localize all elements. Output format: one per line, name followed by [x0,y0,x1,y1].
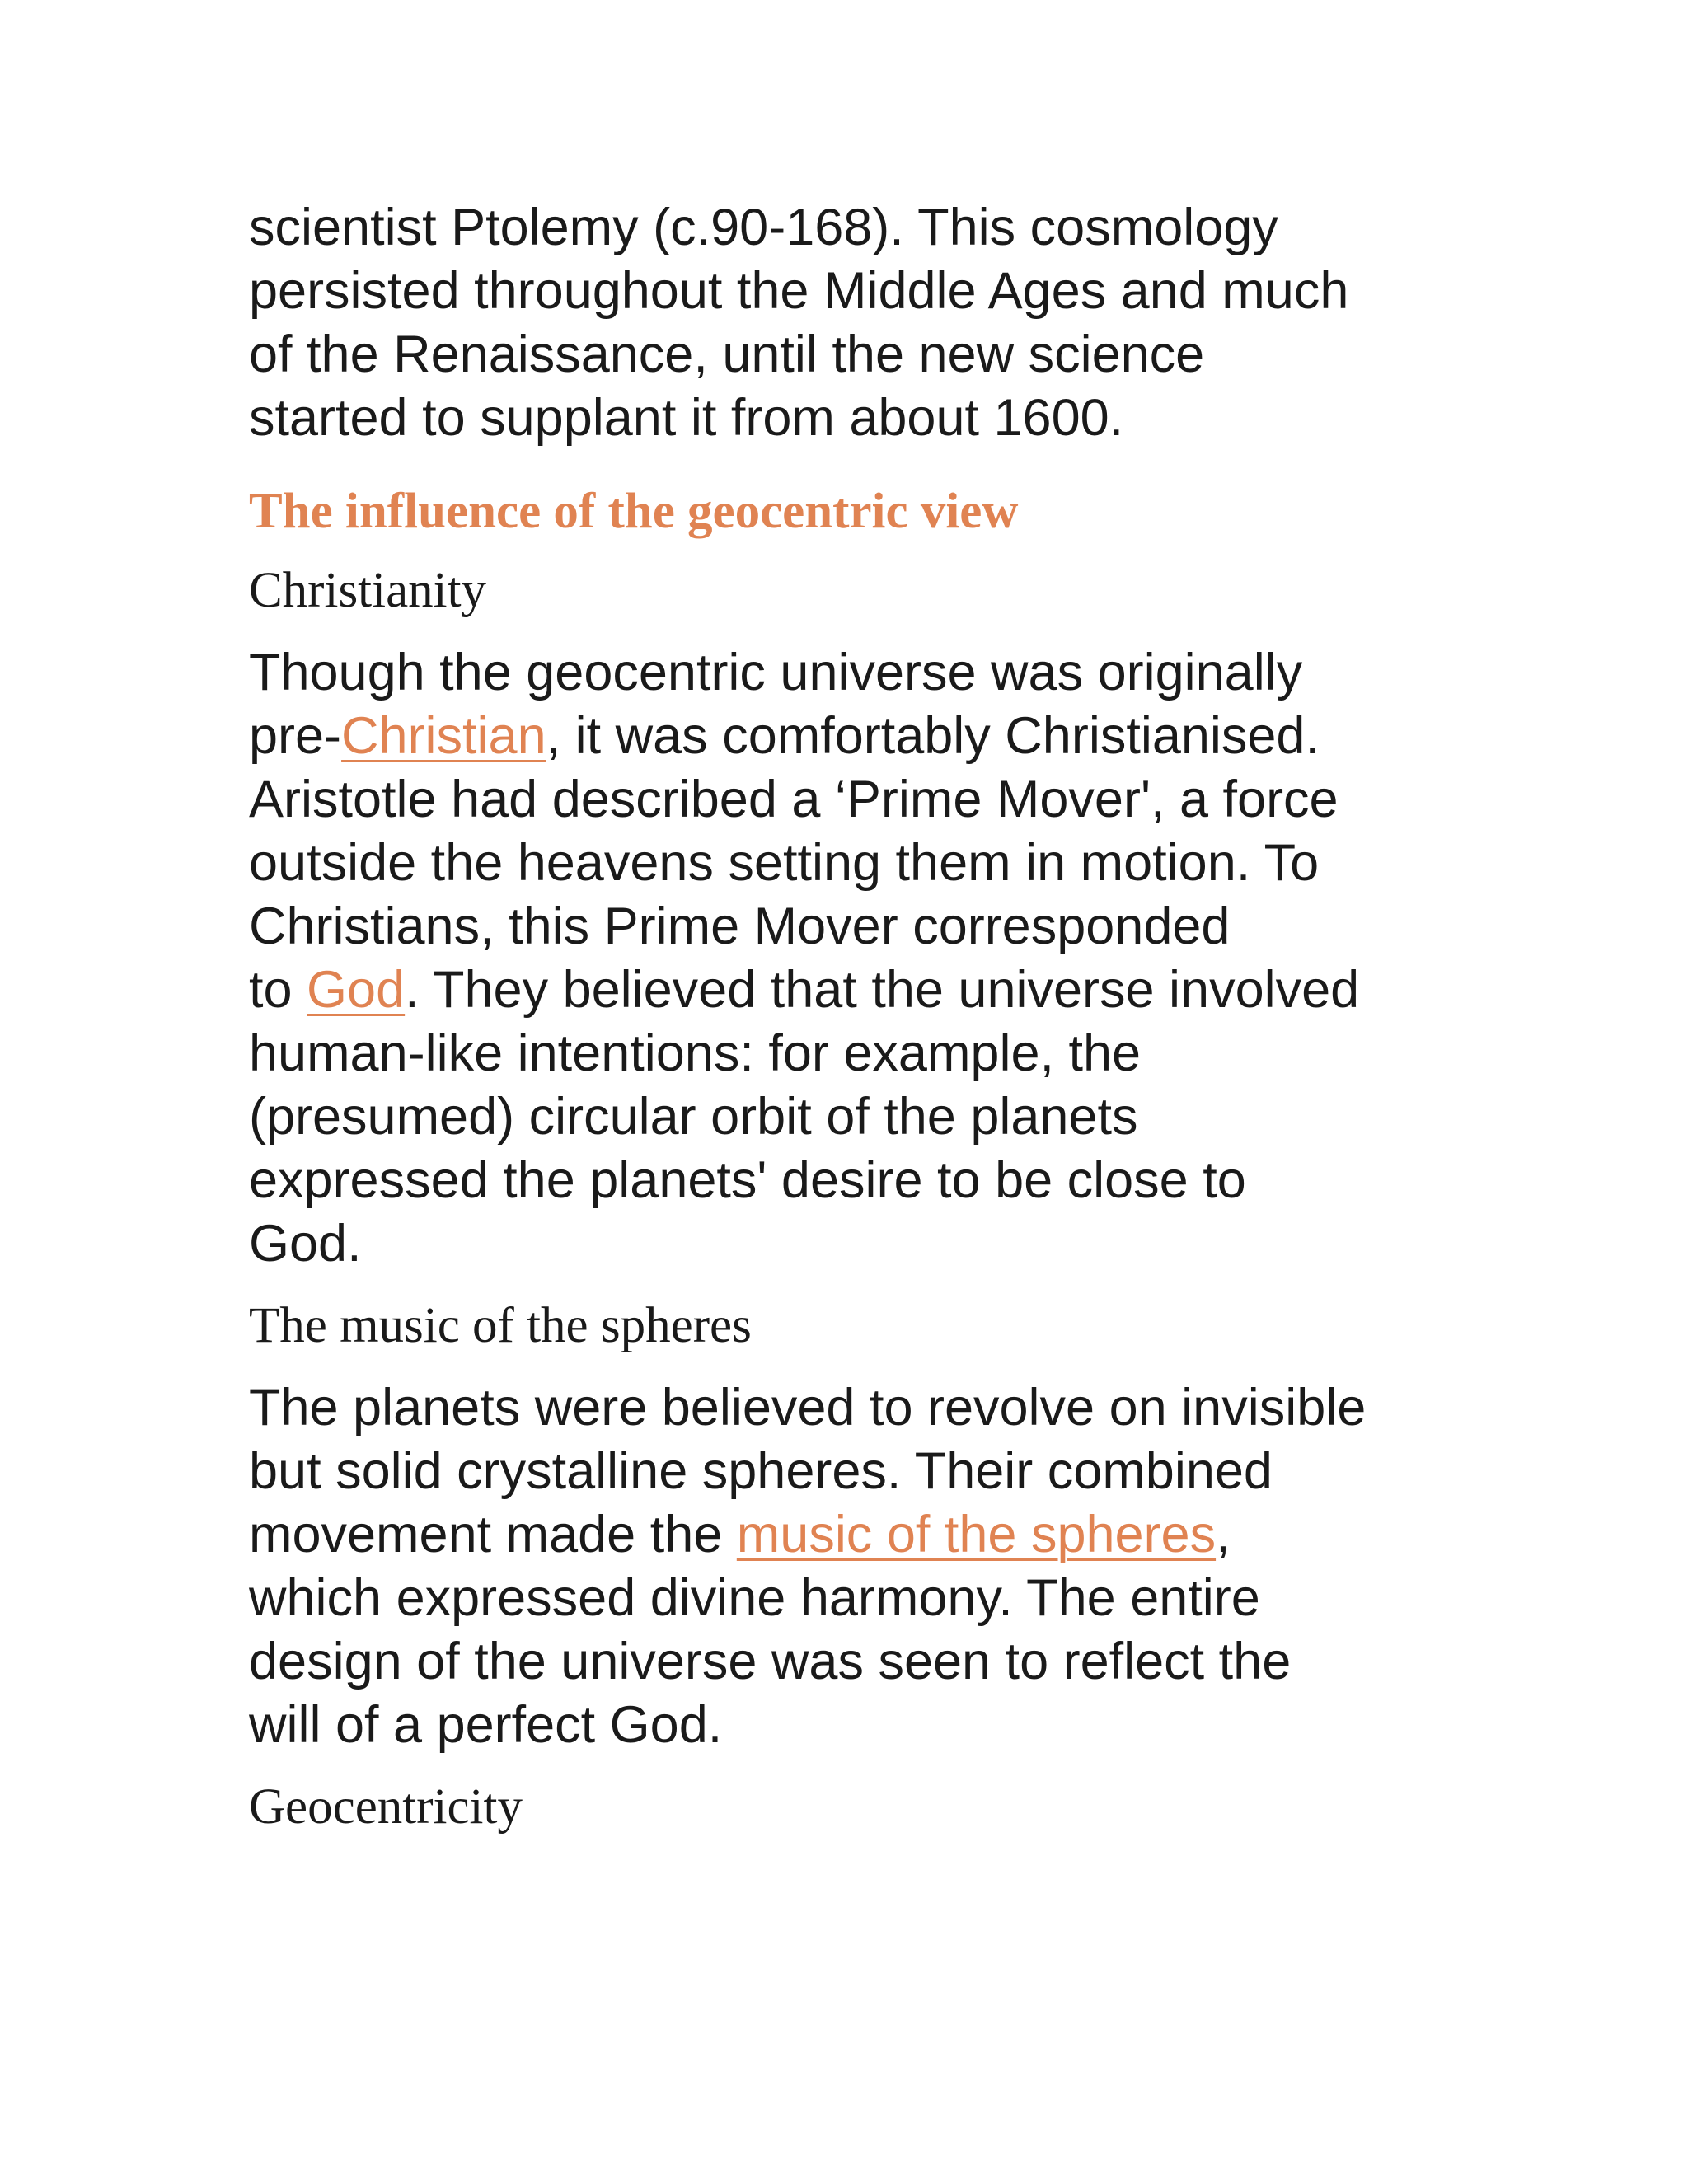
text-span: pre- [249,707,342,765]
paragraph-line: (presumed) circular orbit of the planets [249,1088,1138,1146]
paragraph-line: Christians, this Prime Mover corresponded [249,898,1231,955]
text-span: , [1216,1506,1231,1563]
christian-link[interactable]: Christian [341,707,546,765]
paragraph-line [249,705,1469,768]
text-span: , it was comfortably Christianised. [546,707,1320,765]
section-heading: The influence of the geocentric view [249,484,1019,539]
text-span: movement made the [249,1506,737,1563]
intro-line: started to supplant it from about 1600. [249,389,1124,447]
paragraph-line: human-like intentions: for example, the [249,1024,1142,1082]
paragraph-line: God. [249,1215,362,1272]
paragraph-line [249,1503,1469,1567]
subheading-music: The music of the spheres [249,1298,752,1353]
document-page [249,196,1485,1836]
paragraph-line: will of a perfect God. [249,1696,723,1754]
paragraph-line: Aristotle had described a ‘Prime Mover', a force [249,771,1339,828]
paragraph-line: expressed the planets' desire to be close to [249,1151,1246,1209]
intro-paragraph [249,196,1469,450]
god-link[interactable]: God [307,961,406,1019]
christianity-paragraph [249,641,1469,1276]
paragraph-line: Though the geocentric universe was originally [249,644,1303,701]
paragraph-line: design of the universe was seen to reflect the [249,1633,1292,1690]
paragraph-line [249,958,1469,1022]
intro-line: of the Renaissance, until the new science [249,326,1205,383]
paragraph-line: which expressed divine harmony. The entire [249,1569,1260,1627]
intro-line: scientist Ptolemy (c.90-168). This cosmology [249,199,1278,256]
music-paragraph [249,1376,1469,1757]
subheading-christianity: Christianity [249,563,487,618]
text-span: to [249,961,307,1019]
music-of-the-spheres-link[interactable]: music of the spheres [736,1506,1217,1563]
paragraph-line: outside the heavens setting them in motion. To [249,834,1320,892]
subheading-geocentricity: Geocentricity [249,1779,523,1835]
text-span: . They believed that the universe involved [405,961,1360,1019]
paragraph-line: but solid crystalline spheres. Their combined [249,1442,1273,1500]
paragraph-line: The planets were believed to revolve on invisible [249,1379,1367,1436]
intro-line: persisted throughout the Middle Ages and much [249,262,1349,320]
